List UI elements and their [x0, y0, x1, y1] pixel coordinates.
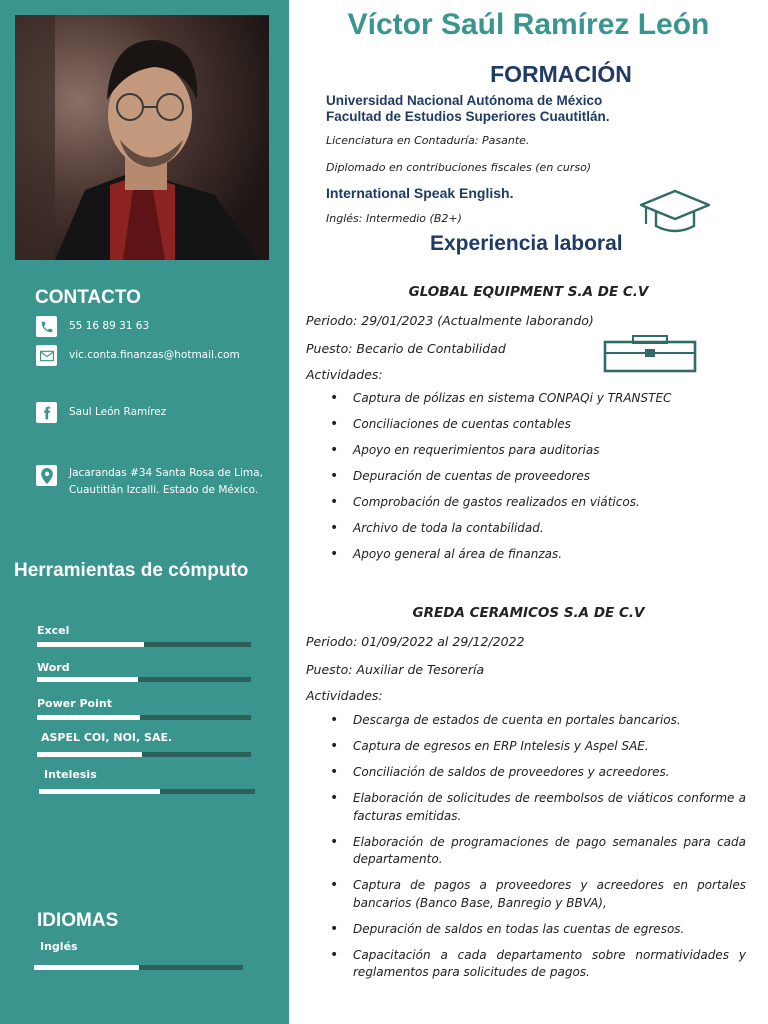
job-2-activity: • Captura de egresos en ERP Intelesis y Aspel SAE. — [330, 738, 746, 756]
skill-intelesis-fill — [39, 789, 160, 794]
job-2-activities — [330, 712, 746, 982]
job-1-company: GLOBAL EQUIPMENT S.A DE C.V — [408, 284, 649, 300]
contact-address — [36, 465, 263, 499]
briefcase-icon — [603, 335, 697, 378]
candidate-name: Víctor Saúl Ramírez León — [347, 8, 710, 41]
phone-text: 55 16 89 31 63 — [69, 320, 150, 332]
contact-email[interactable] — [36, 345, 240, 366]
skill-aspel-bar — [37, 752, 251, 757]
university-line-2: Facultad de Estudios Superiores Cuautitlán. — [326, 108, 610, 124]
skill-intelesis-bar — [39, 789, 255, 794]
skill-intelesis-label: Intelesis — [44, 768, 97, 781]
skill-excel-fill — [37, 642, 144, 647]
skill-powerpoint-fill — [37, 715, 140, 720]
experience-title: Experiencia laboral — [430, 232, 623, 255]
contact-title: CONTACTO — [35, 287, 141, 308]
skill-powerpoint-label: Power Point — [37, 697, 112, 710]
job-2-company: GREDA CERAMICOS S.A DE C.V — [412, 605, 645, 621]
job-2-activity: • Elaboración de programaciones de pago semanales para cada departamento. — [330, 834, 746, 869]
language-english-label: Inglés — [40, 940, 78, 953]
job-1-activity: • Captura de pólizas en sistema CONPAQi y TRANSTEC — [330, 390, 746, 408]
job-1-activity: • Apoyo general al área de finanzas. — [330, 546, 746, 564]
phone-icon — [36, 316, 57, 337]
skill-aspel-fill — [37, 752, 142, 757]
language-english-fill — [34, 965, 139, 970]
skill-word-label: Word — [37, 661, 70, 674]
job-1-position: Puesto: Becario de Contabilidad — [306, 341, 506, 356]
university — [326, 93, 610, 124]
job-1-activities-label: Actividades: — [306, 367, 383, 382]
address-line-2: Cuautitlán Izcalli. Estado de México. — [69, 484, 259, 496]
job-2-activity: • Capacitación a cada departamento sobre normatividades y reglamentos para solicitudes de pagos. — [330, 947, 746, 982]
job-2-position: Puesto: Auxiliar de Tesorería — [306, 662, 485, 677]
job-1-period: Periodo: 29/01/2023 (Actualmente laborando) — [306, 313, 594, 328]
job-2-period: Periodo: 01/09/2022 al 29/12/2022 — [306, 634, 525, 649]
job-2-activity: • Depuración de saldos en todas las cuentas de egresos. — [330, 921, 746, 939]
location-pin-icon — [36, 465, 57, 486]
facebook-text: Saul León Ramírez — [69, 406, 167, 418]
job-2-activity: • Elaboración de solicitudes de reembolsos de viáticos conforme a facturas emitidas. — [330, 790, 746, 825]
degree-text: Licenciatura en Contaduría: Pasante. — [326, 134, 530, 147]
graduation-cap-icon — [638, 188, 712, 243]
job-1-activity: • Apoyo en requerimientos para auditorias — [330, 442, 746, 460]
job-1-activities — [330, 390, 746, 564]
facebook-icon — [36, 402, 57, 423]
skill-excel-bar — [37, 642, 251, 647]
languages-title: IDIOMAS — [37, 910, 119, 931]
english-school: International Speak English. — [326, 185, 514, 201]
language-english-bar — [34, 965, 243, 970]
skill-word-bar — [37, 677, 251, 682]
tools-title: Herramientas de cómputo — [14, 560, 249, 581]
skill-excel-label: Excel — [37, 624, 70, 637]
profile-photo — [15, 15, 269, 260]
job-2-activity: • Captura de pagos a proveedores y acreedores en portales bancarios (Banco Base, Banregio y BBVA), — [330, 877, 746, 912]
job-1-activity: • Conciliaciones de cuentas contables — [330, 416, 746, 434]
job-2-activities-label: Actividades: — [306, 688, 383, 703]
sidebar — [0, 0, 289, 1024]
email-text: vic.conta.finanzas@hotmail.com — [69, 349, 240, 361]
contact-facebook[interactable] — [36, 402, 166, 423]
skill-aspel-label: ASPEL COI, NOI, SAE. — [41, 731, 173, 744]
education-title: FORMACIÓN — [490, 61, 632, 87]
job-2-activity: • Conciliación de saldos de proveedores y acreedores. — [330, 764, 746, 782]
contact-phone[interactable] — [36, 316, 149, 337]
english-level: Inglés: Intermedio (B2+) — [326, 212, 462, 225]
address-line-1: Jacarandas #34 Santa Rosa de Lima, — [69, 467, 263, 479]
email-icon — [36, 345, 57, 366]
diploma-text: Diplomado en contribuciones fiscales (en curso) — [326, 161, 592, 174]
university-line-1: Universidad Nacional Autónoma de México — [326, 93, 603, 108]
job-1-activity: • Comprobación de gastos realizados en viáticos. — [330, 494, 746, 512]
job-2-activity: • Descarga de estados de cuenta en portales bancarios. — [330, 712, 746, 730]
job-1-activity: • Archivo de toda la contabilidad. — [330, 520, 746, 538]
job-1-activity: • Depuración de cuentas de proveedores — [330, 468, 746, 486]
skill-word-fill — [37, 677, 138, 682]
address-text — [69, 465, 263, 499]
skill-powerpoint-bar — [37, 715, 251, 720]
